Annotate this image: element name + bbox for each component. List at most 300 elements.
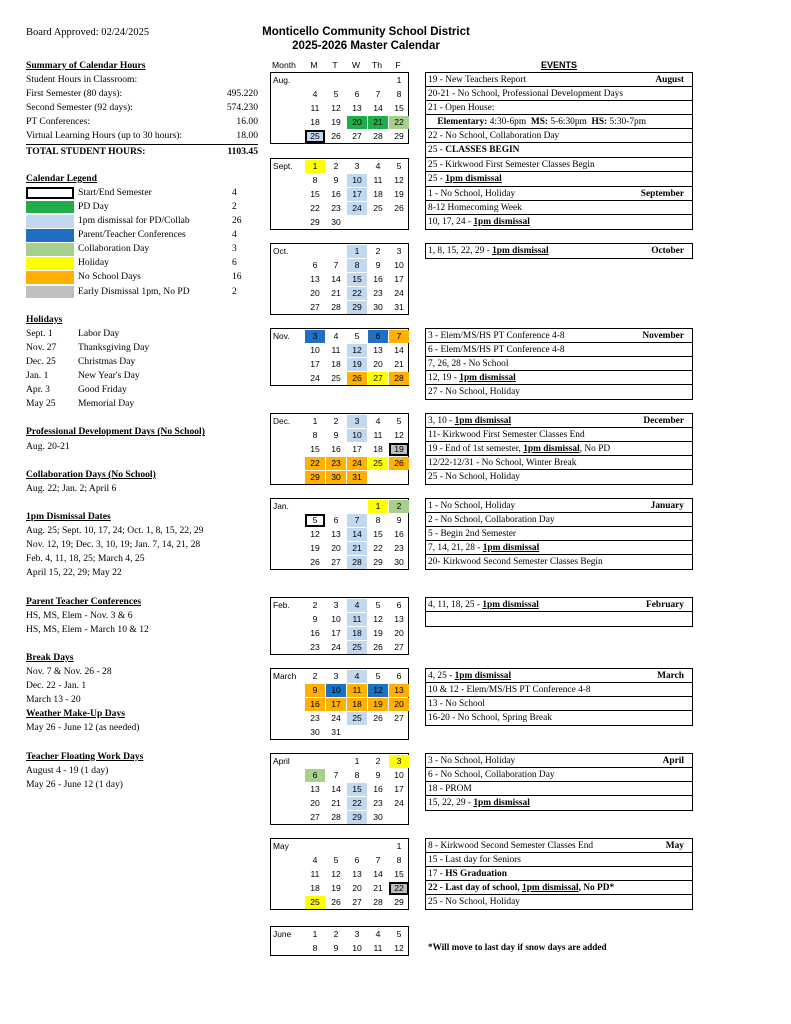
calendar-week-row bbox=[271, 371, 408, 385]
calendar-day: 8 bbox=[312, 942, 318, 953]
event-row bbox=[426, 612, 692, 626]
legend-swatch bbox=[26, 243, 74, 256]
calendar-day: 19 bbox=[368, 698, 388, 711]
event-text: 21 - Open House: bbox=[428, 103, 495, 114]
calendar-week-row bbox=[271, 343, 408, 357]
calendar-day: 5 bbox=[375, 599, 381, 610]
calendar-day: 22 bbox=[347, 287, 367, 300]
event-row bbox=[426, 73, 692, 87]
event-text: 1pm dismissal bbox=[454, 671, 512, 681]
holiday-date: Apr. 3 bbox=[26, 384, 50, 396]
calendar-day: 2 bbox=[333, 928, 339, 939]
calendar-week-row bbox=[271, 87, 408, 101]
event-text: 20- Kirkwood Second Semester Classes Begin bbox=[428, 557, 603, 568]
calendar-day: 4 bbox=[333, 330, 339, 341]
legend-label: No School Days bbox=[78, 271, 141, 283]
event-month-label: April bbox=[662, 756, 684, 766]
legend-count: 4 bbox=[232, 229, 237, 241]
event-text: 15, 22, 29 - bbox=[428, 798, 474, 809]
calendar-week-row bbox=[271, 201, 408, 215]
calendar-day: 23 bbox=[326, 457, 346, 470]
legend-label: PD Day bbox=[78, 200, 109, 212]
calendar-day: 1 bbox=[312, 928, 318, 939]
events-box bbox=[425, 498, 693, 570]
calendar-day: 25 bbox=[331, 372, 341, 383]
event-text: Last day of school, bbox=[445, 883, 523, 894]
event-row bbox=[426, 853, 692, 867]
day-header: M bbox=[310, 60, 318, 70]
calendar-day: 2 bbox=[333, 415, 339, 426]
event-text: Elementary: bbox=[428, 117, 490, 128]
pd-days-line: Aug. 20-21 bbox=[26, 440, 70, 452]
event-row bbox=[426, 513, 692, 527]
calendar-day: 8 bbox=[396, 88, 402, 99]
event-text: 5-6:30pm bbox=[550, 117, 592, 128]
calendar-day: 20 bbox=[310, 287, 320, 298]
calendar-week-row bbox=[271, 286, 408, 300]
calendar-day: 5 bbox=[333, 88, 339, 99]
calendar-day: 9 bbox=[375, 259, 381, 270]
event-text: 5 - Begin 2nd Semester bbox=[428, 529, 517, 540]
calendar-day: 20 bbox=[331, 542, 341, 553]
calendar-day: 29 bbox=[310, 216, 320, 227]
calendar-day: 5 bbox=[333, 854, 339, 865]
events-box bbox=[425, 597, 693, 627]
calendar-day: 6 bbox=[396, 599, 402, 610]
calendar-day: 9 bbox=[312, 613, 318, 624]
calendar-day: 12 bbox=[394, 174, 404, 185]
calendar-day: 23 bbox=[373, 797, 383, 808]
calendar-day: 23 bbox=[310, 641, 320, 652]
event-row bbox=[426, 555, 692, 569]
calendar-day: 29 bbox=[305, 471, 325, 484]
summary-row bbox=[26, 101, 258, 115]
calendar-day: 24 bbox=[347, 202, 367, 215]
event-month-label: February bbox=[645, 600, 684, 610]
calendar-day: 9 bbox=[333, 942, 339, 953]
calendar-day: 1 bbox=[368, 500, 388, 513]
day-header: T bbox=[332, 60, 338, 70]
calendar-day: 3 bbox=[354, 928, 360, 939]
event-row bbox=[426, 782, 692, 796]
calendar-day: 21 bbox=[373, 882, 383, 893]
summary-value: 18.00 bbox=[236, 130, 258, 142]
event-row bbox=[426, 456, 692, 470]
event-text: 1pm dismissal bbox=[492, 246, 549, 256]
weather-line: May 26 - June 12 (as needed) bbox=[26, 722, 140, 734]
event-row bbox=[426, 697, 692, 711]
event-row bbox=[426, 187, 692, 201]
calendar-day: 22 bbox=[310, 202, 320, 213]
event-text: 18 - PROM bbox=[428, 784, 472, 795]
month-name: Nov. bbox=[273, 331, 290, 341]
month-calendar bbox=[270, 328, 409, 386]
calendar-day: 26 bbox=[347, 372, 367, 385]
calendar-day: 6 bbox=[333, 514, 339, 525]
calendar-week-row bbox=[271, 782, 408, 796]
footnote: *Will move to last day if snow days are added bbox=[428, 942, 607, 952]
event-row bbox=[426, 115, 692, 129]
calendar-day: 10 bbox=[310, 344, 320, 355]
calendar-week-row bbox=[271, 329, 408, 343]
calendar-week-row bbox=[271, 839, 408, 853]
calendar-day: 16 bbox=[394, 528, 404, 539]
calendar-day: 4 bbox=[375, 415, 381, 426]
calendar-day: 15 bbox=[347, 273, 367, 286]
event-text: 1pm dismissal bbox=[473, 217, 530, 228]
events-box bbox=[425, 838, 693, 910]
event-text: 22 - No School, Collaboration Day bbox=[428, 131, 560, 142]
month-name: Feb. bbox=[273, 600, 290, 610]
district-name: Monticello Community School District bbox=[262, 26, 470, 38]
month-calendar bbox=[270, 72, 409, 144]
holidays-list bbox=[26, 327, 258, 412]
calendar-day: 15 bbox=[347, 783, 367, 796]
event-row bbox=[426, 428, 692, 442]
month-calendar bbox=[270, 668, 409, 740]
calendar-day: 2 bbox=[389, 500, 409, 513]
month-name: May bbox=[273, 841, 289, 851]
calendar-day: 19 bbox=[373, 627, 383, 638]
event-row bbox=[426, 754, 692, 768]
calendar-day: 30 bbox=[326, 471, 346, 484]
event-text: 4:30-6pm bbox=[489, 117, 531, 128]
calendar-day: 11 bbox=[373, 174, 383, 185]
calendar-day: 10 bbox=[331, 613, 341, 624]
month-name: Aug. bbox=[273, 75, 291, 85]
event-text: 5:30-7pm bbox=[609, 117, 646, 128]
calendar-week-row bbox=[271, 725, 408, 739]
event-row bbox=[426, 201, 692, 215]
calendar-legend bbox=[26, 186, 258, 299]
calendar-week-row bbox=[271, 456, 408, 470]
legend-label: Early Dismissal 1pm, No PD bbox=[78, 285, 190, 297]
legend-swatch bbox=[26, 257, 74, 270]
event-text: 15 - Last day for Seniors bbox=[428, 855, 521, 866]
calendar-day: 30 bbox=[331, 216, 341, 227]
day-header: Th bbox=[371, 60, 383, 70]
calendar-day: 6 bbox=[368, 330, 388, 343]
holiday-date: May 25 bbox=[26, 398, 56, 410]
month-calendar bbox=[270, 243, 409, 315]
event-row bbox=[426, 796, 692, 810]
calendar-week-row bbox=[271, 598, 408, 612]
calendar-day: 14 bbox=[347, 528, 367, 541]
dismissal-dates-heading: 1pm Dismissal Dates bbox=[26, 511, 111, 522]
calendar-day: 9 bbox=[333, 174, 339, 185]
left-column bbox=[26, 59, 258, 792]
legend-count: 4 bbox=[232, 186, 237, 198]
calendar-day: 25 bbox=[347, 712, 367, 725]
calendar-day: 28 bbox=[389, 372, 409, 385]
holiday-row bbox=[26, 327, 258, 341]
legend-count: 2 bbox=[232, 200, 237, 212]
calendar-day: 28 bbox=[373, 130, 383, 141]
calendar-day: 10 bbox=[326, 684, 346, 697]
calendar-day: 26 bbox=[331, 896, 341, 907]
floating-line: August 4 - 19 (1 day) bbox=[26, 764, 109, 776]
legend-label: Collaboration Day bbox=[78, 243, 150, 255]
summary-value: 16.00 bbox=[236, 116, 258, 128]
calendar-day: 6 bbox=[354, 88, 360, 99]
calendar-day: 3 bbox=[305, 330, 325, 343]
calendar-day: 8 bbox=[347, 259, 367, 272]
legend-item bbox=[26, 242, 258, 256]
calendar-day: 11 bbox=[310, 868, 320, 879]
calendar-day: 19 bbox=[331, 882, 341, 893]
legend-swatch bbox=[26, 187, 74, 200]
calendar-week-row bbox=[271, 768, 408, 782]
total-hours-value: 1103.45 bbox=[227, 145, 258, 157]
calendar-day: 9 bbox=[305, 684, 325, 697]
event-row bbox=[426, 87, 692, 101]
summary-heading: Summary of Calendar Hours bbox=[26, 60, 146, 71]
calendar-week-row bbox=[271, 612, 408, 626]
calendar-day: 6 bbox=[396, 670, 402, 681]
calendar-week-row bbox=[271, 442, 408, 456]
floating-days-heading: Teacher Floating Work Days bbox=[26, 750, 144, 762]
calendar-week-row bbox=[271, 300, 408, 314]
calendar-day: 5 bbox=[375, 670, 381, 681]
event-text: , No PD bbox=[579, 444, 611, 455]
calendar-day: 18 bbox=[347, 698, 367, 711]
calendar-day: 25 bbox=[305, 130, 325, 143]
event-row bbox=[426, 343, 692, 357]
summary-value: 574.230 bbox=[226, 102, 258, 114]
calendar-day: 4 bbox=[375, 160, 381, 171]
calendar-day: 4 bbox=[375, 928, 381, 939]
event-text: 1pm dismissal bbox=[523, 444, 580, 455]
event-month-label: August bbox=[655, 75, 684, 85]
event-text: 1pm dismissal bbox=[522, 883, 579, 894]
event-text: 4, 25 - bbox=[428, 671, 455, 681]
total-hours-label: TOTAL STUDENT HOURS: bbox=[26, 145, 146, 157]
calendar-day: 7 bbox=[375, 854, 381, 865]
event-row bbox=[426, 172, 692, 186]
event-row bbox=[426, 683, 692, 697]
calendar-week-row bbox=[271, 867, 408, 881]
calendar-week-row bbox=[271, 527, 408, 541]
event-row bbox=[426, 499, 692, 513]
calendar-title: 2025-2026 Master Calendar bbox=[292, 40, 440, 52]
calendar-day: 7 bbox=[333, 259, 339, 270]
calendar-day: 5 bbox=[354, 330, 360, 341]
event-row bbox=[426, 711, 692, 725]
calendar-day: 30 bbox=[373, 811, 383, 822]
event-month-label: May bbox=[665, 841, 684, 851]
calendar-day: 29 bbox=[347, 301, 367, 314]
event-text: 19 - New Teachers Report bbox=[428, 75, 527, 85]
calendar-day: 24 bbox=[394, 287, 404, 298]
holiday-date: Jan. 1 bbox=[26, 370, 49, 382]
board-approved-date: Board Approved: 02/24/2025 bbox=[26, 27, 150, 38]
legend-swatch bbox=[26, 271, 74, 284]
calendar-day: 23 bbox=[394, 542, 404, 553]
calendar-day: 26 bbox=[331, 130, 341, 141]
calendar-day: 10 bbox=[352, 942, 362, 953]
break-days-heading: Break Days bbox=[26, 651, 74, 663]
calendar-day: 14 bbox=[373, 102, 383, 113]
holiday-name: Christmas Day bbox=[78, 355, 136, 367]
calendar-day: 27 bbox=[352, 130, 362, 141]
event-text: 13 - No School bbox=[428, 699, 486, 710]
weather-heading: Weather Make-Up Days bbox=[26, 708, 125, 720]
event-row bbox=[426, 881, 692, 895]
legend-label: 1pm dismissal for PD/Collab bbox=[78, 215, 190, 227]
events-box bbox=[425, 753, 693, 811]
calendar-week-row bbox=[271, 428, 408, 442]
calendar-day: 15 bbox=[373, 528, 383, 539]
calendar-week-row bbox=[271, 796, 408, 810]
calendar-day: 18 bbox=[347, 627, 367, 640]
calendar-day: 1 bbox=[312, 415, 318, 426]
calendar-day: 27 bbox=[394, 712, 404, 723]
calendar-week-row bbox=[271, 626, 408, 640]
calendar-day: 2 bbox=[375, 245, 381, 256]
month-calendar bbox=[270, 158, 409, 230]
calendar-week-row bbox=[271, 895, 408, 909]
calendar-day: 26 bbox=[310, 556, 320, 567]
calendar-day: 5 bbox=[396, 928, 402, 939]
legend-heading: Calendar Legend bbox=[26, 172, 97, 184]
calendar-day: 18 bbox=[331, 358, 341, 369]
calendar-day: 23 bbox=[373, 287, 383, 298]
event-text: 2 - No School, Collaboration Day bbox=[428, 515, 555, 526]
calendar-day: 27 bbox=[394, 641, 404, 652]
calendar-day: 20 bbox=[352, 882, 362, 893]
break-line: March 13 - 20 bbox=[26, 694, 81, 706]
calendar-day: 9 bbox=[396, 514, 402, 525]
events-heading: EVENTS bbox=[540, 60, 577, 70]
event-month-label: November bbox=[642, 331, 684, 341]
event-text: 1pm dismissal bbox=[445, 173, 502, 184]
calendar-day: 31 bbox=[331, 726, 341, 737]
calendar-week-row bbox=[271, 541, 408, 555]
event-text: 7, 14, 21, 28 - bbox=[428, 543, 483, 554]
calendar-day: 2 bbox=[375, 755, 381, 766]
event-text: , No PD* bbox=[578, 883, 615, 894]
holiday-row bbox=[26, 397, 258, 411]
calendar-day: 14 bbox=[373, 868, 383, 879]
calendar-day: 27 bbox=[310, 301, 320, 312]
month-column-header: Month bbox=[272, 60, 296, 70]
month-calendar bbox=[270, 597, 409, 655]
calendar-day: 19 bbox=[394, 188, 404, 199]
total-hours-row bbox=[26, 144, 258, 158]
legend-count: 3 bbox=[232, 243, 237, 255]
dismissal-line: Feb. 4, 11, 18, 25; March 4, 25 bbox=[26, 553, 145, 565]
calendar-day: 15 bbox=[394, 868, 404, 879]
calendar-day: 24 bbox=[347, 457, 367, 470]
legend-item bbox=[26, 200, 258, 214]
event-text: 8 - Kirkwood Second Semester Classes End bbox=[428, 841, 594, 851]
calendar-day: 16 bbox=[331, 443, 341, 454]
calendar-day: 4 bbox=[347, 599, 367, 612]
calendar-day: 6 bbox=[354, 854, 360, 865]
calendar-day: 25 bbox=[305, 896, 325, 909]
calendar-day: 12 bbox=[310, 528, 320, 539]
event-row bbox=[426, 541, 692, 555]
calendar-week-row bbox=[271, 101, 408, 115]
break-line: Dec. 22 - Jan. 1 bbox=[26, 680, 87, 692]
calendar-day: 5 bbox=[396, 160, 402, 171]
calendar-day: 19 bbox=[389, 443, 409, 456]
day-header: F bbox=[395, 60, 401, 70]
ptc-line: HS, MS, Elem - March 10 & 12 bbox=[26, 623, 149, 635]
calendar-week-row bbox=[271, 669, 408, 683]
calendar-week-row bbox=[271, 115, 408, 129]
calendar-day: 10 bbox=[394, 769, 404, 780]
calendar-day: 15 bbox=[310, 188, 320, 199]
events-box bbox=[425, 328, 693, 400]
month-name: March bbox=[273, 671, 297, 681]
calendar-day: 20 bbox=[394, 627, 404, 638]
calendar-day: 26 bbox=[394, 202, 404, 213]
legend-label: Holiday bbox=[78, 257, 109, 269]
legend-item bbox=[26, 285, 258, 299]
event-text: 10, 17, 24 - bbox=[428, 217, 474, 228]
event-month-label: September bbox=[640, 189, 684, 199]
dismissal-line: Nov. 12, 19; Dec. 3, 10, 19; Jan. 7, 14, 21, 28 bbox=[26, 539, 201, 551]
summary-value: 495.220 bbox=[226, 88, 258, 100]
day-header: W bbox=[351, 60, 361, 70]
event-text: 22 - bbox=[428, 883, 446, 894]
event-text: 25 - bbox=[428, 145, 446, 156]
calendar-day: 8 bbox=[396, 854, 402, 865]
legend-count: 6 bbox=[232, 257, 237, 269]
event-text: 1 - No School, Holiday bbox=[428, 189, 516, 199]
calendar-week-row bbox=[271, 357, 408, 371]
month-name: Sept. bbox=[273, 161, 293, 171]
calendar-day: 22 bbox=[389, 882, 409, 895]
summary-rows bbox=[26, 73, 258, 143]
calendar-day: 1 bbox=[396, 74, 402, 85]
calendar-day: 20 bbox=[373, 358, 383, 369]
event-row bbox=[426, 215, 692, 229]
event-row bbox=[426, 158, 692, 172]
event-text: 6 - No School, Collaboration Day bbox=[428, 770, 555, 781]
calendar-day: 11 bbox=[347, 684, 367, 697]
calendar-day: 12 bbox=[368, 684, 388, 697]
calendar-week-row bbox=[271, 499, 408, 513]
event-text: 1 - No School, Holiday bbox=[428, 501, 516, 511]
calendar-header bbox=[270, 59, 409, 72]
calendar-week-row bbox=[271, 881, 408, 895]
calendar-day: 3 bbox=[389, 755, 409, 768]
calendar-day: 18 bbox=[310, 882, 320, 893]
calendar-week-row bbox=[271, 683, 408, 697]
calendar-day: 31 bbox=[394, 301, 404, 312]
calendar-day: 9 bbox=[333, 429, 339, 440]
calendar-day: 22 bbox=[373, 542, 383, 553]
legend-count: 16 bbox=[232, 271, 242, 283]
calendar-day: 15 bbox=[394, 102, 404, 113]
event-text: MS: bbox=[530, 117, 551, 128]
calendar-day: 20 bbox=[389, 698, 409, 711]
calendar-day: 14 bbox=[331, 273, 341, 284]
calendar-day: 21 bbox=[331, 287, 341, 298]
calendar-day: 25 bbox=[373, 202, 383, 213]
calendar-day: 30 bbox=[373, 301, 383, 312]
calendar-day: 7 bbox=[389, 330, 409, 343]
event-text: 25 - bbox=[428, 173, 446, 184]
calendar-day: 14 bbox=[394, 344, 404, 355]
event-text: 1pm dismissal bbox=[459, 373, 516, 384]
calendar-week-row bbox=[271, 555, 408, 569]
event-text: 7, 26, 28 - No School bbox=[428, 359, 509, 370]
events-box bbox=[425, 413, 693, 485]
calendar-week-row bbox=[271, 513, 408, 527]
